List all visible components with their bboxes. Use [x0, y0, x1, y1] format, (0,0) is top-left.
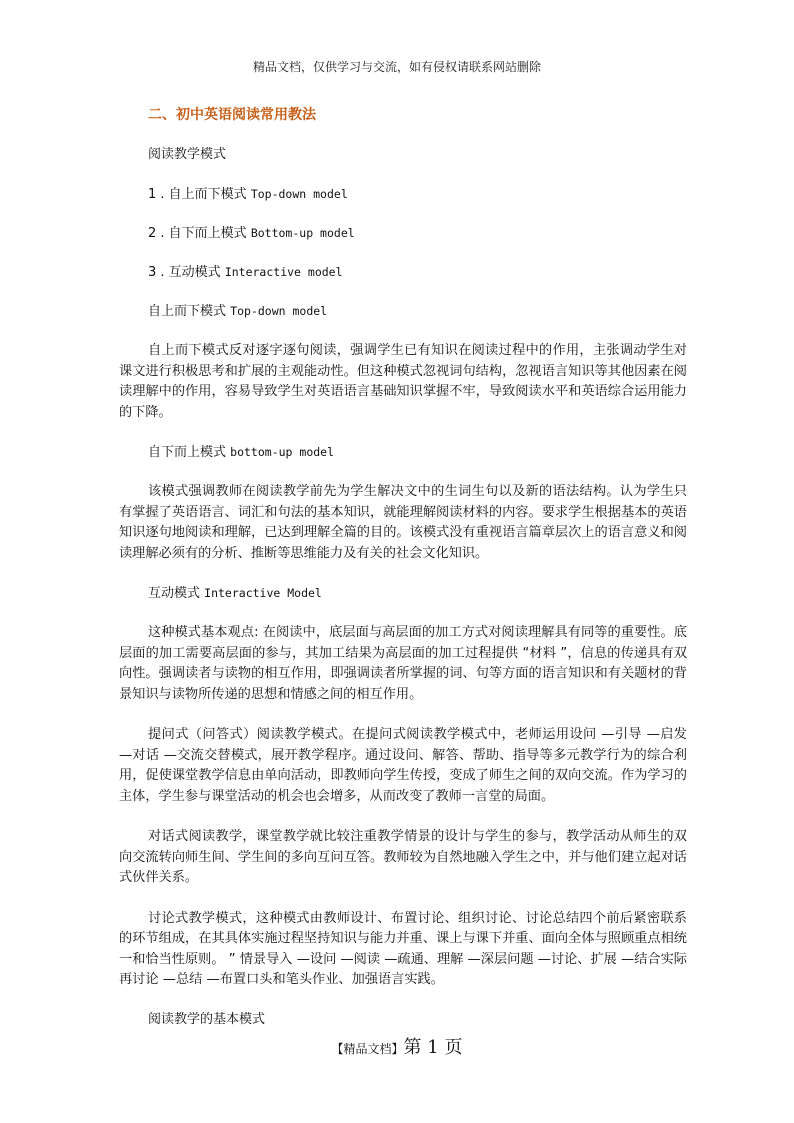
- paragraph: 该模式强调教师在阅读教学前先为学生解决文中的生词生句以及新的语法结构。认为学生只有掌握了英语语言、词汇和句法的基本知识，就能理解阅读材料的内容。要求学生根据基本的英语知识逐句地阅读和理解，已达到理解全篇的目的。该模式没有重视语言篇章层次上的语言意义和阅读理解必须有的分析、推断等思维能力及有关的社会文化知识。: [119, 484, 687, 561]
- subsection-title-cn: 互动模式: [148, 586, 201, 601]
- subsection-title: [148, 443, 687, 461]
- list-item: [148, 263, 687, 281]
- subsection-title-en: bottom-up model: [230, 445, 335, 459]
- list-item-en: Top-down model: [250, 187, 348, 201]
- page-header: 精品文档，仅供学习与交流，如有侵权请联系网站删除: [252, 60, 541, 74]
- section-title: 阅读教学模式: [148, 147, 227, 162]
- paragraph: 自上而下模式反对逐字逐句阅读，强调学生已有知识在阅读过程中的作用，主张调动学生对课文进行积极思考和扩展的主观能动性。但这种模式忽视词句结构，忽视语言知识等其他因素在阅读理解中的作用，容易导致学生对英语语言基础知识掌握不牢，导致阅读水平和英语综合运用能力的下降。: [119, 343, 687, 420]
- list-item-cn: 1 . 自上而下模式: [148, 187, 247, 202]
- subsection-title: [148, 584, 687, 602]
- paragraph: 这种模式基本观点: 在阅读中，底层面与高层面的加工方式对阅读理解具有同等的重要性。底层面的加工需要高层面的参与，其加工结果为高层面的加工过程提供 “材料 ”，信息的传递具有双向性。强调读者与读物的相互作用，即强调读者所掌握的词、句等方面的语言知识和有关题材的背景知识与读物所传递的思想和情感之间的相互作用。: [119, 625, 687, 702]
- footer-label: 【精品文档】: [331, 1042, 404, 1056]
- paragraph: 提问式（问答式）阅读教学模式。在提问式阅读教学模式中，老师运用设问 —引导 —启发 —对话 —交流交替模式，展开教学程序。通过设问、解答、帮助、指导等多元教学行为的综合利用，促使课堂教学信息由单向活动，即教师向学生传授，变成了师生之间的双向交流。作为学习的主体，学生参与课堂活动的机会也会增多，从而改变了教师一言堂的局面。: [119, 727, 687, 804]
- list-item: [148, 224, 687, 242]
- subsection-title: [148, 302, 687, 320]
- page-number: 第 1 页: [403, 1037, 463, 1058]
- document-body: [119, 100, 687, 1029]
- list-item-en: Bottom-up model: [250, 226, 355, 240]
- list-item-en: Interactive model: [224, 265, 343, 279]
- subsection-title-cn: 自上而下模式: [148, 304, 227, 319]
- list-item-cn: 2 . 自下而上模式: [148, 226, 247, 241]
- list-item: [148, 185, 687, 203]
- list-item-cn: 3 . 互动模式: [148, 265, 221, 280]
- paragraph: 讨论式教学模式，这种模式由教师设计、布置讨论、组织讨论、讨论总结四个前后紧密联系的环节组成，在其具体实施过程坚持知识与能力并重、课上与课下并重、面向全体与照顾重点相统一和恰当性原则。 ” 情景导入 —设问 —阅读 —疏通、理解 —深层问题 —讨论、扩展 —结合实际再讨论 —总结 —布置口头和笔头作业、加强语言实践。: [119, 910, 687, 987]
- paragraph: 对话式阅读教学，课堂教学就比较注重教学情景的设计与学生的参与，教学活动从师生的双向交流转向师生间、学生间的多向互问互答。教师较为自然地融入学生之中，并与他们建立起对话式伙伴关系。: [119, 829, 687, 885]
- subsection-title-cn: 自下而上模式: [148, 445, 227, 460]
- section-heading: 二、初中英语阅读常用教法: [148, 107, 316, 123]
- page-footer: [0, 1033, 794, 1059]
- subsection-title-en: Interactive Model: [204, 586, 322, 600]
- subsection-title: 阅读教学的基本模式: [148, 1011, 266, 1027]
- subsection-title-en: Top-down model: [230, 304, 328, 318]
